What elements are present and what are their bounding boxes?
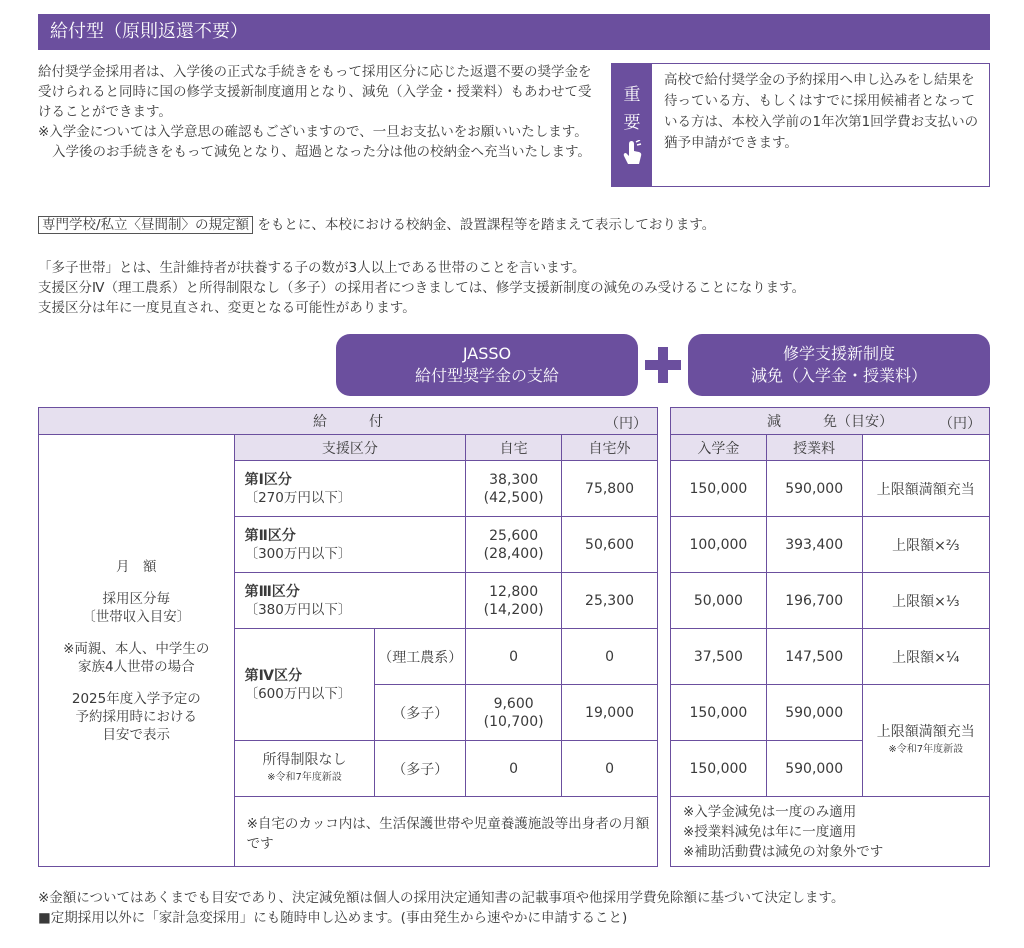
important-char-2: 要 [623, 113, 641, 133]
genmen-unit: （円） [939, 416, 981, 432]
genmen-table [670, 407, 990, 867]
col-jitaku: 自宅 [466, 435, 562, 461]
col-jugyo: 授業料 [766, 435, 862, 461]
merged-note-cell: 上限額満額充当 ※令和7年度新設 [862, 685, 989, 797]
kyufu-table [38, 407, 658, 867]
footer-line: ■定期採用以外に「家計急変採用」にも随時申し込めます。(事由発生から速やかに申請すること) [38, 910, 628, 926]
table-row: （多子） 9,600 (10,700) 19,000 [39, 685, 658, 741]
table-footnote-row [671, 797, 990, 867]
genmen-title: 減 免（目安） [767, 414, 893, 430]
side-description: 月 額 採用区分毎 〔世帯収入目安〕 ※両親、本人、中学生の 家族4人世帯の場合 2025年度入学予定の 予約採用時における 目安で表示 [39, 435, 235, 867]
kyufu-unit: （円） [605, 416, 647, 432]
pointing-hand-icon [621, 140, 643, 166]
basis-rest: をもとに、本校における校納金、設置課程等を踏まえて表示しております。 [253, 217, 716, 233]
definition-line: 「多子世帯」とは、生計維持者が扶養する子の数が3人以上である世帯のことを言います。 [38, 260, 586, 276]
section-header [38, 14, 990, 50]
shugaku-pill-line1: 修学支援新制度 [782, 344, 895, 363]
table-row: 150,000 590,000 上限額満額充当 [671, 461, 990, 517]
col-jitakugai: 自宅外 [562, 435, 658, 461]
table-title-row [671, 408, 990, 435]
basis-boxed-label: 専門学校/私立〈昼間制〉の規定額 [38, 216, 253, 234]
col-kubun: 支援区分 [234, 435, 466, 461]
footer-line: ※金額についてはあくまでも目安であり、決定減免額は個人の採用決定通知書の記載事項や他採用学費免除額に基づいて決定します。 [38, 890, 845, 906]
table-row: 第Ⅱ区分 〔300万円以下〕 25,600 (28,400) 50,600 [39, 517, 658, 573]
basis-text [38, 215, 715, 235]
definition-line: 支援区分Ⅳ（理工農系）と所得制限なし（多子）の採用者につきましては、修学支援新制度の減免のみ受けることになります。 [38, 280, 806, 296]
table-title-row [39, 408, 658, 435]
table-row: 37,500 147,500 上限額×¼ [671, 629, 990, 685]
definitions [38, 258, 805, 318]
table-row: 所得制限なし ※令和7年度新設 （多子） 0 0 [39, 741, 658, 797]
table-row: 第Ⅰ区分 〔270万円以下〕 38,300 (42,500) 75,800 [39, 461, 658, 517]
definition-line: 支援区分は年に一度見直され、変更となる可能性があります。 [38, 300, 416, 316]
jasso-pill [336, 334, 638, 396]
important-box [611, 63, 990, 187]
section-title: 給付型（原則返還不要） [50, 21, 248, 42]
table-row: 第Ⅲ区分 〔380万円以下〕 12,800 (14,200) 25,300 [39, 573, 658, 629]
col-nyugaku: 入学金 [671, 435, 767, 461]
plus-icon [645, 347, 681, 383]
table-row: 100,000 393,400 上限額×⅔ [671, 517, 990, 573]
jasso-pill-line2: 給付型奨学金の支給 [414, 366, 559, 385]
table-header-row [39, 435, 658, 461]
shugaku-pill [688, 334, 990, 396]
kyufu-footnote: ※自宅のカッコ内は、生活保護世帯や児童養護施設等出身者の月額です [234, 797, 657, 867]
footer-notes [38, 888, 844, 928]
kyufu-title: 給 付 [313, 414, 383, 430]
important-text: 高校で給付奨学金の予約採用へ申し込みをし結果を待っている方、もしくはすでに採用候補者となっている方は、本校入学前の1年次第1回学費お支払いの猶予申請ができます。 [664, 72, 979, 151]
table-row: 第Ⅳ区分 〔600万円以下〕 （理工農系） 0 0 [39, 629, 658, 685]
important-char-1: 重 [623, 85, 641, 105]
shugaku-pill-line2: 減免（入学金・授業料） [750, 366, 927, 385]
table-header-row [671, 435, 990, 461]
table-row: 150,000 590,000 [671, 741, 990, 797]
jasso-pill-line1: JASSO [462, 344, 512, 363]
genmen-footnotes: ※入学金減免は一度のみ適用 ※授業料減免は年に一度適用 ※補助活動費は減免の対象外です [671, 797, 990, 867]
table-row: 50,000 196,700 上限額×⅓ [671, 573, 990, 629]
table-row: 150,000 590,000 上限額満額充当 ※令和7年度新設 [671, 685, 990, 741]
intro-note: ※入学金については入学意思の確認もございますので、一旦お支払いをお願いいたします。入学後のお手続きをもって減免となり、超過となった分は他の校納金へ充当いたします。 [38, 124, 591, 160]
intro-paragraph: 給付奨学金採用者は、入学後の正式な手続きをもって採用区分に応じた返還不要の奨学金を受けられると同時に国の修学支援新制度適用となり、減免（入学金・授業料）もあわせて受けることができます。 [38, 64, 592, 120]
intro-text [38, 62, 598, 162]
important-label [612, 64, 652, 186]
